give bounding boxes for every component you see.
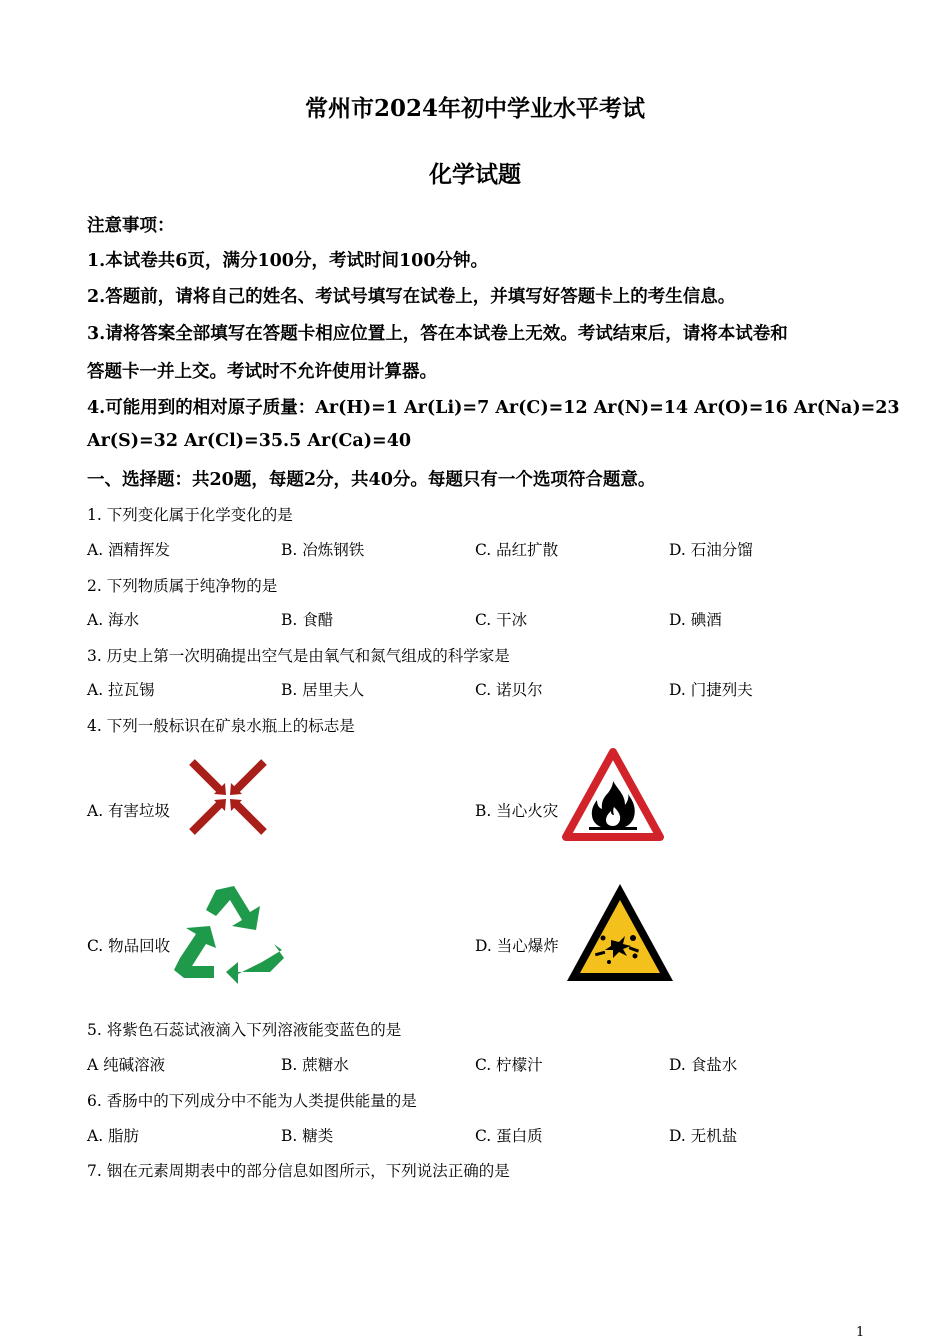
option-b: B. 居里夫人 (281, 681, 365, 699)
note-item-2: 2.答题前，请将自己的姓名、考试号填写在试卷上，并填写好答题卡上的考生信息。 (87, 287, 736, 307)
page-subtitle: 化学试题 (429, 161, 521, 188)
option-d: D. 石油分馏 (669, 541, 753, 559)
hazardous-waste-icon (186, 756, 270, 838)
option-c: C. 物品回收 (87, 937, 171, 955)
option-b: B. 当心火灾 (475, 802, 559, 820)
option-d: D. 碘酒 (669, 611, 722, 629)
option-d: D. 无机盐 (669, 1127, 738, 1145)
page-number: 1 (856, 1325, 865, 1340)
fire-warning-icon (561, 747, 665, 843)
option-d: D. 门捷列夫 (669, 681, 753, 699)
option-a: A. 脂肪 (87, 1127, 140, 1145)
question-5-options (87, 1053, 867, 1075)
question-5-stem: 5. 将紫色石蕊试液滴入下列溶液能变蓝色的是 (87, 1021, 402, 1039)
option-a: A. 海水 (87, 611, 140, 629)
question-1-stem: 1. 下列变化属于化学变化的是 (87, 506, 293, 524)
option-b: B. 食醋 (281, 611, 334, 629)
page-title: 常州市2024年初中学业水平考试 (304, 95, 645, 122)
question-2-options (87, 608, 867, 630)
option-c: C. 蛋白质 (475, 1127, 543, 1145)
question-6-stem: 6. 香肠中的下列成分中不能为人类提供能量的是 (87, 1092, 417, 1110)
option-c: C. 柠檬汁 (475, 1056, 543, 1074)
question-3-stem: 3. 历史上第一次明确提出空气是由氧气和氮气组成的科学家是 (87, 647, 510, 665)
option-b: B. 冶炼钢铁 (281, 541, 365, 559)
option-a: A 纯碱溶液 (87, 1056, 166, 1074)
section-heading: 一、选择题：共20题，每题2分，共40分。每题只有一个选项符合题意。 (87, 470, 656, 490)
note-item-4-cont: Ar(S)=32 Ar(Cl)=35.5 Ar(Ca)=40 (87, 431, 412, 451)
note-item-4: 4.可能用到的相对原子质量：Ar(H)=1 Ar(Li)=7 Ar(C)=12 Ar(N)=14 Ar(O)=16 Ar(Na)=23 (87, 398, 900, 418)
option-a: A. 酒精挥发 (87, 541, 171, 559)
option-a: A. 有害垃圾 (87, 802, 171, 820)
note-item-1: 1.本试卷共6页，满分100分，考试时间100分钟。 (87, 251, 489, 271)
question-3-options (87, 678, 867, 700)
question-2-stem: 2. 下列物质属于纯净物的是 (87, 577, 278, 595)
question-4-stem: 4. 下列一般标识在矿泉水瓶上的标志是 (87, 717, 355, 735)
question-1-options (87, 538, 867, 560)
notes-heading: 注意事项： (87, 216, 175, 236)
option-a: A. 拉瓦锡 (87, 681, 155, 699)
explosion-warning-icon (563, 880, 677, 986)
option-c: C. 品红扩散 (475, 541, 559, 559)
note-item-3: 3.请将答案全部填写在答题卡相应位置上，答在本试卷上无效。考试结束后，请将本试卷和 (87, 324, 788, 344)
option-c: C. 诺贝尔 (475, 681, 543, 699)
note-item-3-cont: 答题卡一并上交。考试时不允许使用计算器。 (87, 362, 437, 382)
option-d: D. 食盐水 (669, 1056, 738, 1074)
option-d: D. 当心爆炸 (475, 937, 559, 955)
recycle-icon (170, 882, 286, 986)
question-6-options (87, 1124, 867, 1146)
option-b: B. 蔗糖水 (281, 1056, 349, 1074)
question-7-stem: 7. 铟在元素周期表中的部分信息如图所示，下列说法正确的是 (87, 1162, 510, 1180)
option-c: C. 干冰 (475, 611, 528, 629)
option-b: B. 糖类 (281, 1127, 334, 1145)
